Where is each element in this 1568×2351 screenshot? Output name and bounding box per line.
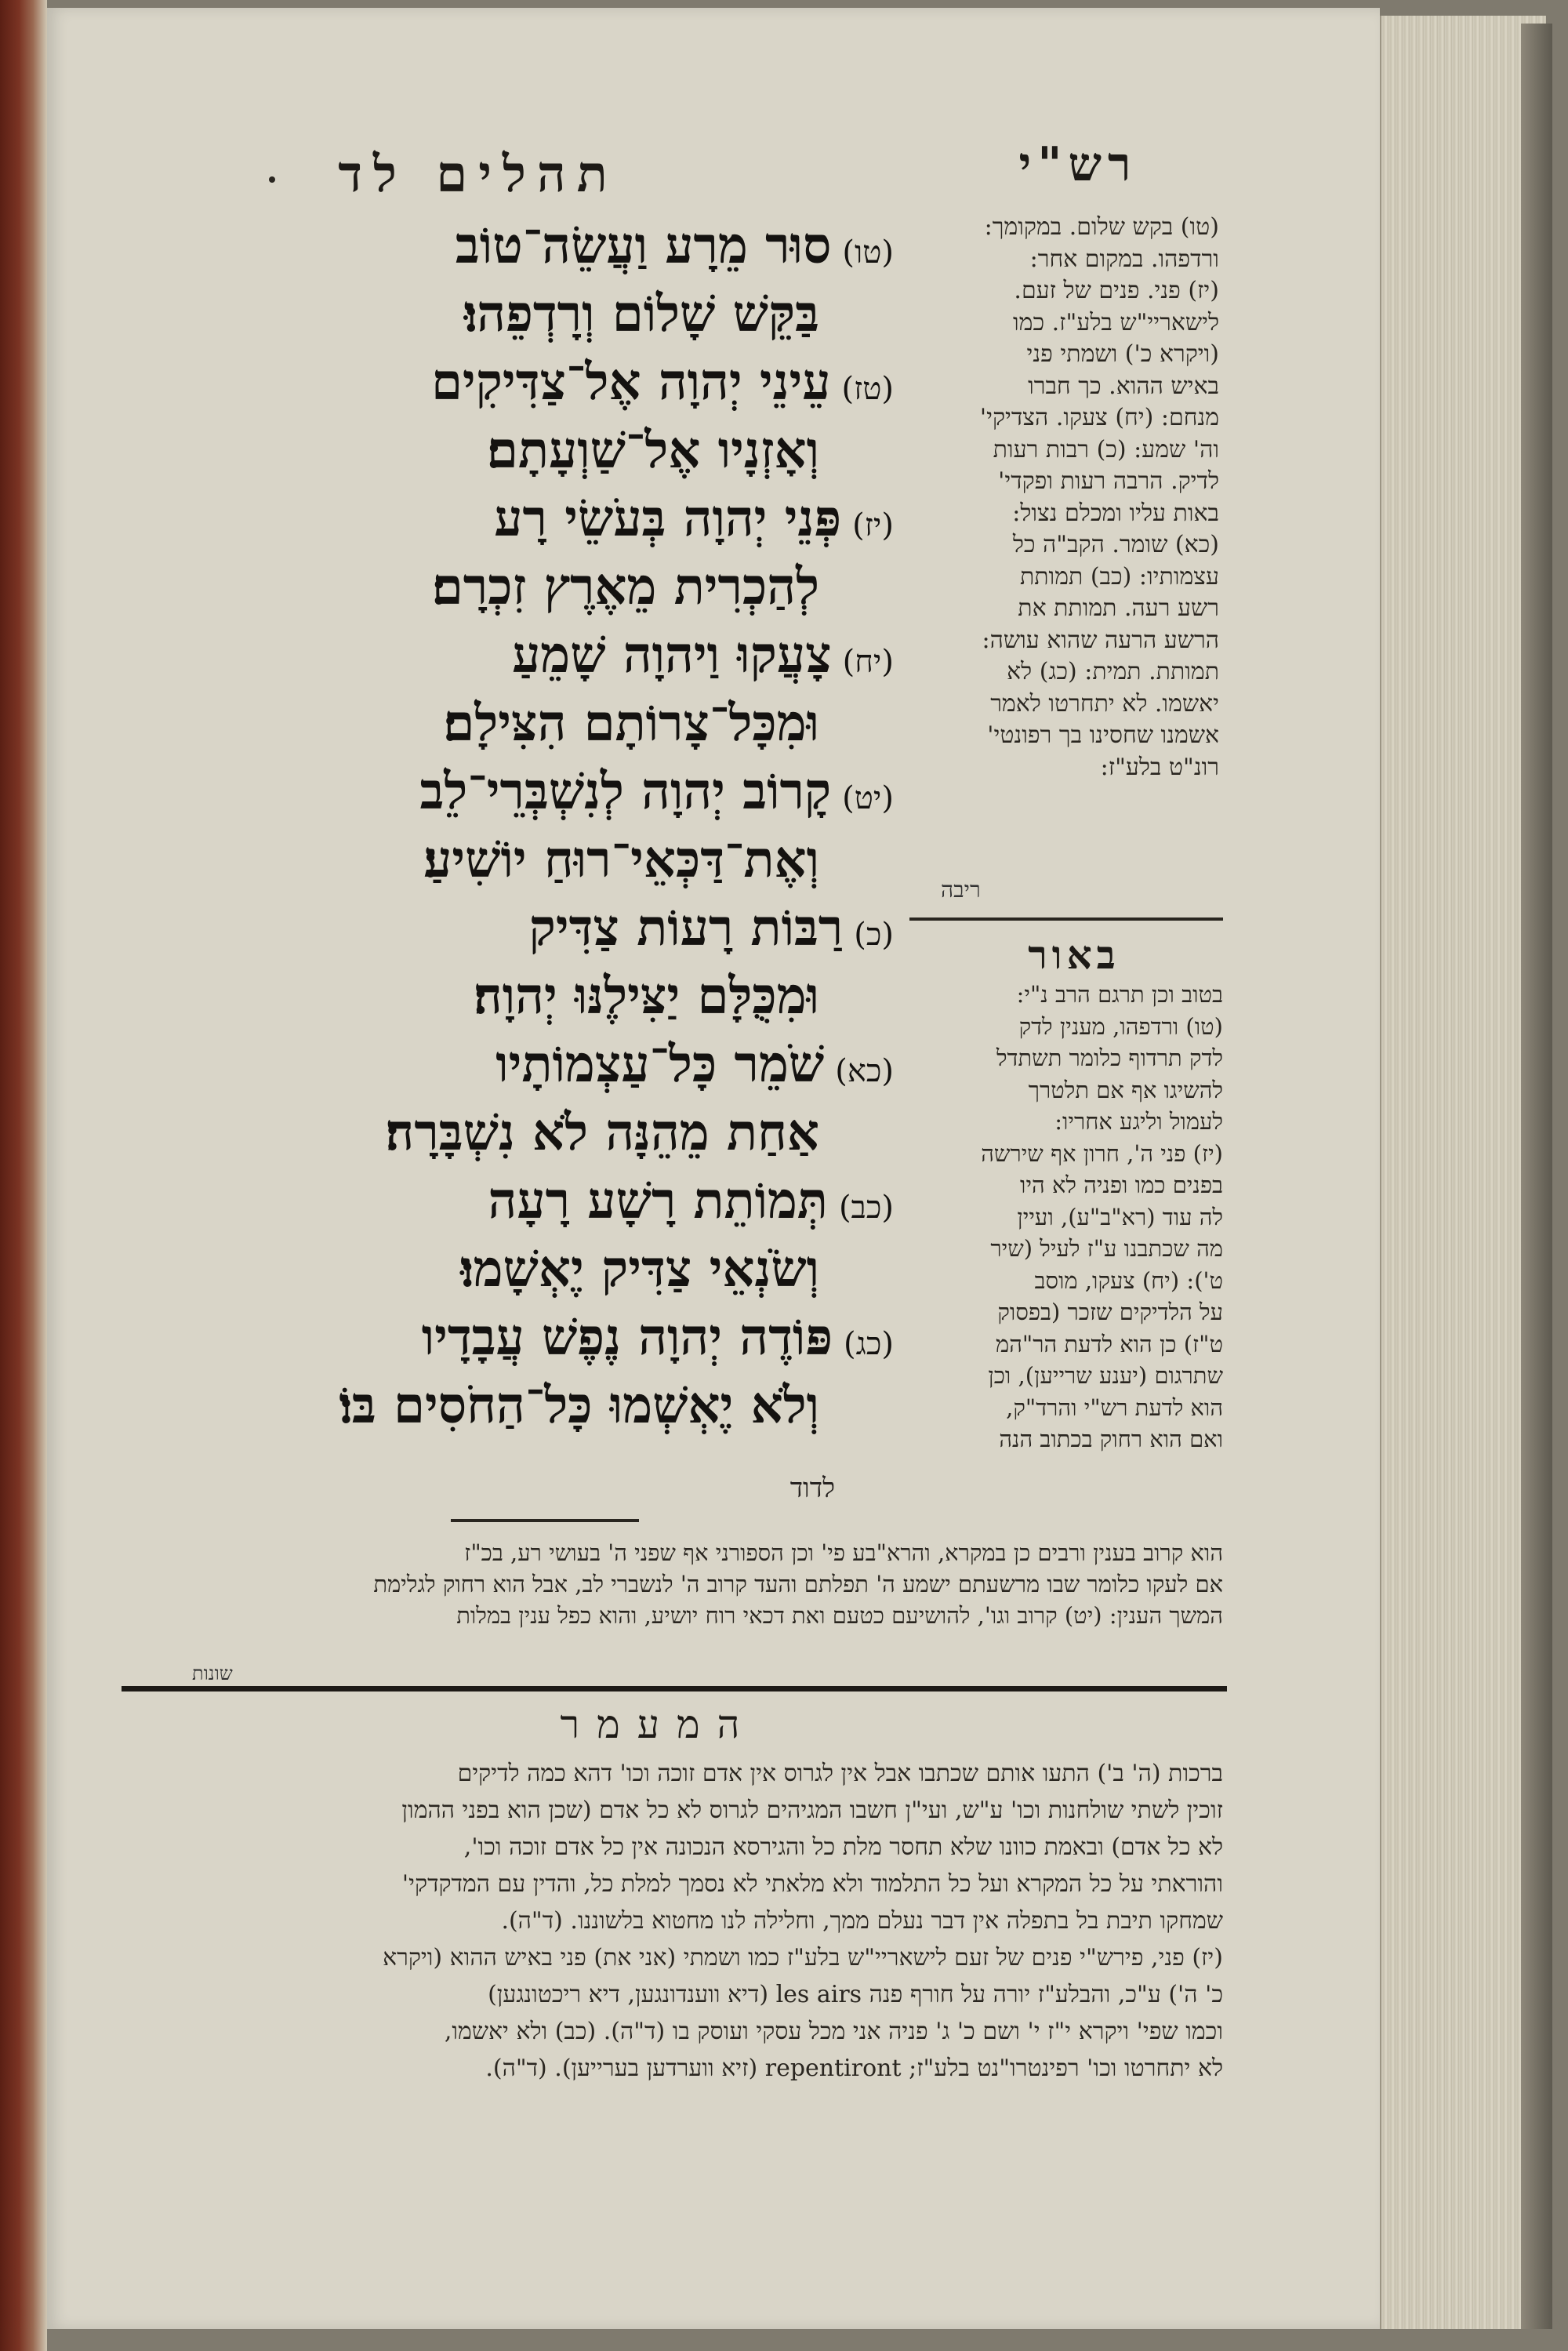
commentary-line: רונ"ט בלע"ז:	[1100, 753, 1219, 781]
note-line: שמחקו תיבת בל בתפלה אין דבר נעלם ממך, וחלילה לנו מחטוא בלשוננו. (ד"ה).	[501, 1907, 1223, 1935]
verse-text: פּוֹדֶה יְהוָה נֶפֶשׁ עֲבָדָיו	[421, 1308, 833, 1367]
commentary-line: הוא לדעת רש"י והרד"ק,	[1006, 1394, 1223, 1421]
note-line: לא יתחרטו וכו' רפינטרו"נט בלע"ז; repentiront (זיא ווערדען בערייען). (ד"ה).	[485, 2055, 1223, 2082]
commentary-line: (יז) פני. פנים של זעם.	[1014, 277, 1219, 304]
psalm-text	[259, 212, 894, 1513]
commentary-line: אם לעקו כלומר שבו מרשעתם ישמע ה' תפלתם והעד קרוב ה' לנשברי לב, אבל הוא רחוק לגלימת	[373, 1571, 1223, 1597]
commentary-line: לישאריי"ש בלע"ז. כמו	[1012, 308, 1219, 336]
verse-text: סוּר מֵרָע וַעֲשֵׂה־טוֹב	[455, 216, 832, 275]
verse-line	[259, 1030, 894, 1099]
verse-number: (טז)	[841, 371, 894, 407]
commentary-line: לעמול וליגע אחריו:	[1054, 1108, 1223, 1135]
verse-number: (יט)	[842, 780, 894, 816]
verse-text: וְשֹׂנְאֵי צַדִּיק יֶאְשָׁמוּ׃	[460, 1240, 819, 1299]
verse-line	[259, 1303, 894, 1372]
verse-text: תְּמוֹתֵת רָשָׁע רָעָה	[488, 1172, 828, 1230]
note-line: לא כל אדם) ובאמת כוונו שלא תחסר מלת כל והגירסא הנכונה אין כל אדם זוכה וכו',	[463, 1833, 1223, 1861]
verse-text: עֵינֵי יְהוָה אֶל־צַדִּיקִים	[430, 353, 831, 412]
verse-line	[259, 553, 894, 621]
commentary-line: על הלדיקים שזכר (בפסוק	[997, 1299, 1223, 1325]
verse-text: שֹׁמֵר כָּל־עַצְמוֹתָיו	[495, 1035, 825, 1094]
verse-text: וּמִכֻּלָּם יַצִּילֶנּוּ יְהוָה׃	[473, 967, 819, 1026]
verse-line	[259, 962, 894, 1030]
verse-line	[259, 485, 894, 553]
commentary-line: תמותת. תמית: (כג) לא	[1007, 658, 1219, 685]
verse-text: צָעֲקוּ וַיהוָה שָׁמֵעַ	[512, 626, 832, 685]
commentary-line: יאשמו. לא יתחרטו לאמר	[990, 689, 1219, 718]
divider	[909, 918, 1223, 921]
rashi-header: רש"י	[1018, 137, 1138, 192]
verse-number: (יח)	[842, 644, 894, 680]
rashi-commentary	[909, 212, 1219, 783]
verse-line	[259, 689, 894, 758]
commentary-line: ט"ז) כן הוא לדעת הר"המ	[996, 1330, 1223, 1357]
commentary-line: רשע רעה. תמותת את	[1018, 594, 1219, 622]
commentary-line: אשמנו שחסינו בך רפונטי'	[987, 721, 1219, 749]
maamar-notes	[114, 1755, 1223, 2087]
verse-text: פְּנֵי יְהוָה בְּעֹשֵׂי רָע	[494, 489, 842, 548]
commentary-line: ט'): (יח) צעקו, מוסב	[1034, 1266, 1223, 1294]
verse-line	[259, 348, 894, 416]
note-line: וכמו שפי' ויקרא י"ז י' ושם כ' ג' פניה אני מכל עסקי ועוסק בו (ד"ה). (כב) ולא יאשמו,	[444, 2018, 1223, 2045]
book-binding	[0, 0, 47, 2351]
verse-number: (טו)	[842, 234, 894, 271]
commentary-line: ורדפהו. במקום אחר:	[1029, 245, 1219, 273]
maamar-heading: המעמר	[560, 1702, 757, 1747]
verse-text: וְלֹא יֶאְשְׁמוּ כָּל־הַחֹסִים בּוֹ׃	[339, 1376, 819, 1435]
verse-text: קָרוֹב יְהוָה לְנִשְׁבְּרֵי־לֵב	[419, 762, 832, 821]
verse-text: וּמִכָּל־צָרוֹתָם הִצִּילָם׃	[443, 694, 819, 753]
commentary-line: שתרגום (יענע שרייען), וכן	[988, 1362, 1223, 1389]
commentary-line: ואם הוא רחוק בכתוב הנה	[999, 1426, 1223, 1452]
running-header: תהלים לד	[338, 145, 619, 204]
commentary-line: לה עוד (רא"ב"ע), ועיין	[1017, 1203, 1223, 1230]
verse-line	[259, 894, 894, 962]
commentary-line: הרשע הרעה שהוא עושה:	[982, 626, 1219, 654]
verse-number: (יז)	[852, 507, 894, 543]
catchword: שונות	[192, 1662, 233, 1684]
verse-line	[259, 1167, 894, 1235]
verse-number: (כ)	[854, 917, 894, 953]
note-line: זוכין לשתי שולחנות וכו' ע"ש, ועי"ן חשבו המגיהים לגרוס לא כל אדם (שכן הוא בפני ההמון	[401, 1797, 1223, 1824]
note-line: והוראתי על כל המקרא ועל כל התלמוד ולא מלאתי לא נסמך למלת כל, והדין עם המדקדקי'	[401, 1870, 1223, 1898]
commentary-line: באות עליו ומכלם נצול:	[1012, 499, 1219, 527]
commentary-line: (טו) ורדפהו, מענין לדק	[1018, 1012, 1223, 1040]
verse-text: לְהַכְרִית מֵאֶרֶץ זִכְרָם׃	[431, 558, 819, 616]
biur-heading: באור	[1028, 932, 1120, 978]
commentary-line: מנחם: (יח) צעקו. הצדיקי'	[979, 404, 1219, 431]
commentary-line: הוא קרוב בענין ורבים כן במקרא, והרא"בע פי' וכן הספורני אף שפני ה' בעושי רע, בכ"ז	[464, 1539, 1223, 1566]
verse-text: וְאָזְנָיו אֶל־שַׁוְעָתָם׃	[487, 421, 819, 480]
commentary-line: (טו) בקש שלום. במקומך:	[984, 213, 1219, 241]
verse-line	[259, 212, 894, 280]
commentary-line: לדיק. הרבה רעות ופקדי'	[998, 467, 1219, 495]
divider	[451, 1519, 639, 1522]
verse-number: (כא)	[835, 1053, 894, 1089]
verse-text: וְאֶת־דַּכְּאֵי־רוּחַ יוֹשִׁיעַ׃	[423, 830, 819, 889]
commentary-line: מה שכתבנו ע"ז לעיל (שיר	[990, 1235, 1223, 1262]
rashi-catchword: ריבה	[941, 877, 981, 903]
biur-continuation	[114, 1537, 1223, 1631]
verse-text: בַּקֵּשׁ שָׁלוֹם וְרָדְפֵהוּ׃	[463, 285, 819, 343]
note-line: כ' ה') ע"כ, והבלע"ז יורה על חורף פנה les airs (דיא ווענדונגען, דיא ריכטונגען)	[488, 1981, 1223, 2008]
commentary-line: בפנים כמו ופניה לא היו	[1020, 1172, 1223, 1198]
section-divider	[122, 1686, 1227, 1691]
verse-line	[259, 416, 894, 485]
book-cover-edge	[1521, 24, 1552, 2329]
commentary-line: המשך הענין: (יט) קרוב וגו', להושיעם כטעם ואת דכאי רוח יושיע, והוא כפל ענין במלות	[456, 1602, 1223, 1629]
commentary-line: באיש ההוא. כך חברו	[1028, 372, 1219, 400]
verse-text: רַבּוֹת רָעוֹת צַדִּיק	[528, 899, 844, 957]
biur-commentary	[909, 979, 1223, 1455]
catchword: לדוד	[789, 1473, 835, 1504]
verse-text: אַחַת מֵהֵנָּה לֹא נִשְׁבָּרָה׃	[385, 1103, 819, 1162]
commentary-line: (יז) פני ה', חרון אף שירשה	[981, 1139, 1223, 1167]
commentary-line: לדק תרדוף כלומר תשתדל	[996, 1045, 1223, 1071]
verse-line	[259, 621, 894, 689]
commentary-line: עצמותיו: (כב) תמותת	[1019, 562, 1219, 590]
note-line: (יז) פני, פירש"י פנים של זעם לישאריי"ש בלע"ז כמו ושמתי (אני את) פני באיש ההוא (ויקרא	[383, 1944, 1223, 1971]
verse-line	[259, 1099, 894, 1167]
verse-line	[259, 1235, 894, 1303]
commentary-line: וה' שמע: (כ) רבות רעות	[993, 435, 1219, 463]
commentary-line: בטוב וכן תרגם הרב נ"י:	[1016, 981, 1223, 1008]
verse-line	[259, 280, 894, 348]
commentary-line: להשיגו אף אם תלטרך	[1028, 1076, 1223, 1103]
verse-line	[259, 758, 894, 826]
verse-line	[259, 826, 894, 894]
commentary-line: (כא) שומר. הקב"ה כל	[1012, 531, 1219, 558]
verse-number: (כב)	[838, 1190, 894, 1226]
note-line: ברכות (ה' ב') התעו אותם שכתבו אבל אין לגרוס אין אדם זוכה וכו' דהא כמה לדיקים	[457, 1760, 1223, 1787]
verse-number: (כג)	[844, 1326, 894, 1362]
commentary-line: (ויקרא כ') ושמתי פני	[1026, 340, 1219, 368]
verse-line	[259, 1372, 894, 1440]
